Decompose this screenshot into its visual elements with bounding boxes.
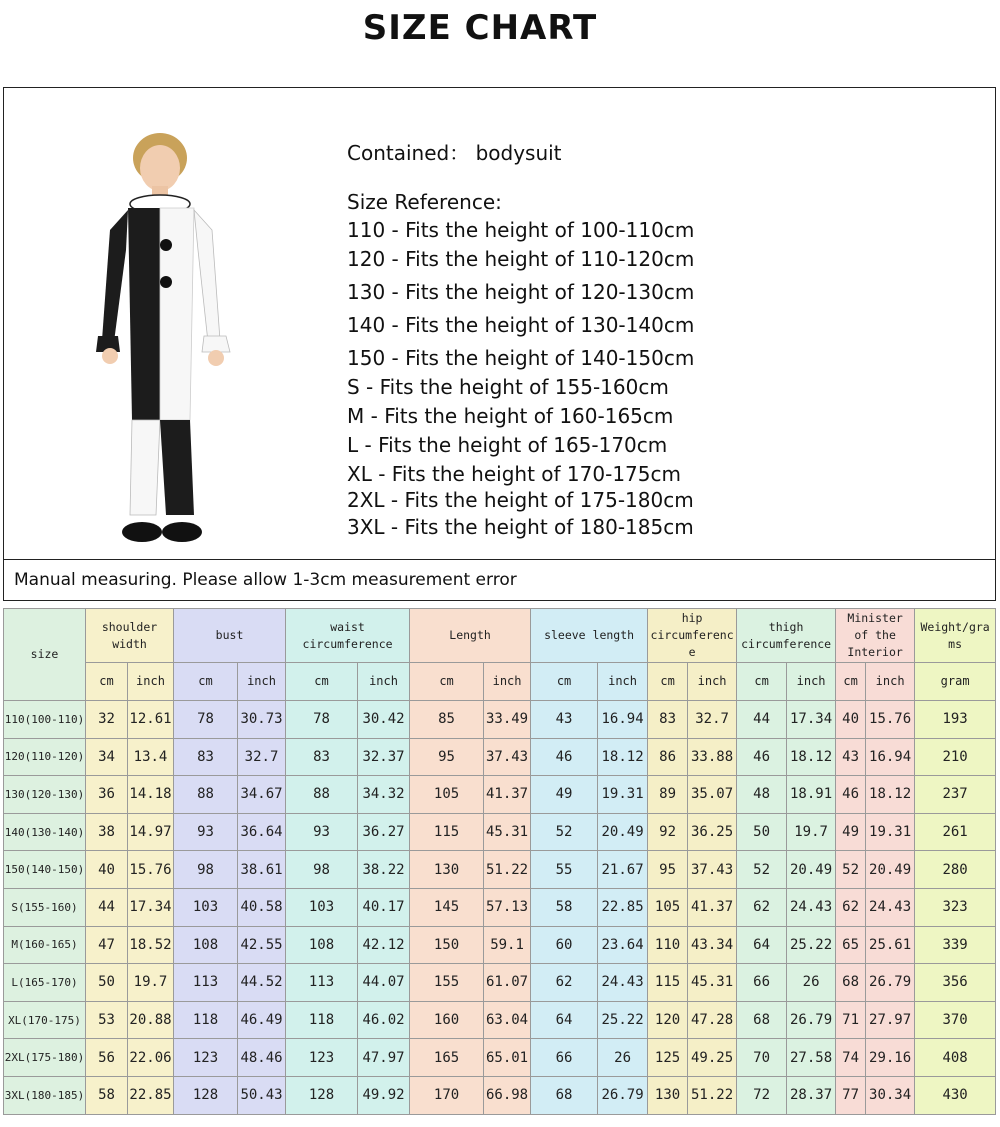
measurement-cell: 44 [737,701,787,739]
product-photo [70,120,270,560]
size-table-body [4,701,996,1115]
measurement-cell: 130 [648,1076,688,1114]
size-reference-title: Size Reference: [347,190,502,214]
size-reference-line: 140 - Fits the height of 130-140cm [347,313,695,337]
measurement-cell: 98 [174,851,238,889]
size-label-cell: 120(110-120) [4,738,86,776]
size-table-head [4,609,996,701]
measurement-cell: 61.07 [484,964,531,1002]
measurement-cell: 26 [787,964,836,1002]
size-reference-line: 3XL - Fits the height of 180-185cm [347,515,694,539]
unit-cm: cm [531,663,598,701]
measurement-cell: 210 [915,738,996,776]
measurement-cell: 52 [836,851,866,889]
measurement-cell: 30.42 [358,701,410,739]
page-title: SIZE CHART [362,8,598,48]
measurement-cell: 47.28 [688,1001,737,1039]
measurement-cell: 34 [86,738,128,776]
measurement-cell: 41.37 [484,776,531,814]
measurement-cell: 66 [531,1039,598,1077]
size-label-cell: 150(140-150) [4,851,86,889]
measurement-cell: 32.37 [358,738,410,776]
measurement-cell: 45.31 [688,964,737,1002]
measurement-cell: 26.79 [598,1076,648,1114]
measurement-cell: 83 [174,738,238,776]
unit-inch: inch [866,663,915,701]
measurement-cell: 115 [648,964,688,1002]
measurement-cell: 24.43 [787,888,836,926]
measurement-cell: 74 [836,1039,866,1077]
measurement-cell: 71 [836,1001,866,1039]
measurement-cell: 33.88 [688,738,737,776]
measurement-cell: 145 [410,888,484,926]
measurement-cell: 43.34 [688,926,737,964]
measurement-cell: 60 [531,926,598,964]
measurement-cell: 55 [531,851,598,889]
unit-cm: cm [174,663,238,701]
measurement-cell: 18.12 [866,776,915,814]
measurement-cell: 56 [86,1039,128,1077]
header-hip-circumference: hip circumferenc e [648,609,737,663]
measurement-cell: 24.43 [598,964,648,1002]
measurement-cell: 42.12 [358,926,410,964]
measurement-cell: 18.91 [787,776,836,814]
measurement-cell: 66 [737,964,787,1002]
measurement-cell: 356 [915,964,996,1002]
measurement-cell: 68 [836,964,866,1002]
size-reference-line: L - Fits the height of 165-170cm [347,433,668,457]
measurement-cell: 78 [174,701,238,739]
measurement-cell: 88 [286,776,358,814]
measurement-cell: 51.22 [688,1076,737,1114]
measurement-cell: 113 [174,964,238,1002]
measurement-cell: 49.92 [358,1076,410,1114]
measurement-cell: 47.97 [358,1039,410,1077]
measurement-cell: 19.7 [787,813,836,851]
measurement-cell: 68 [737,1001,787,1039]
header-length: Length [410,609,531,663]
measurement-cell: 88 [174,776,238,814]
measurement-cell: 160 [410,1001,484,1039]
table-row [4,738,996,776]
size-label-cell: 140(130-140) [4,813,86,851]
measurement-cell: 108 [174,926,238,964]
measurement-cell: 30.73 [238,701,286,739]
contained-text: Contained： bodysuit [347,141,562,165]
size-reference-line: S - Fits the height of 155-160cm [347,375,669,399]
measurement-cell: 14.18 [128,776,174,814]
size-label-cell: 110(100-110) [4,701,86,739]
header-waist-circumference: waist circumference [286,609,410,663]
measurement-cell: 32 [86,701,128,739]
unit-cm: cm [737,663,787,701]
measurement-cell: 50.43 [238,1076,286,1114]
measurement-cell: 27.97 [866,1001,915,1039]
measurement-cell: 52 [737,851,787,889]
measurement-cell: 46.49 [238,1001,286,1039]
table-row [4,926,996,964]
size-table [3,608,996,1115]
measurement-cell: 72 [737,1076,787,1114]
size-header: size [4,609,86,701]
measurement-cell: 38.22 [358,851,410,889]
measurement-cell: 40 [86,851,128,889]
measurement-cell: 20.49 [598,813,648,851]
measurement-cell: 37.43 [484,738,531,776]
measurement-cell: 58 [86,1076,128,1114]
measurement-cell: 92 [648,813,688,851]
size-label-cell: 130(120-130) [4,776,86,814]
measurement-cell: 103 [286,888,358,926]
measurement-cell: 89 [648,776,688,814]
measurement-cell: 83 [286,738,358,776]
measurement-cell: 40.17 [358,888,410,926]
measurement-cell: 51.22 [484,851,531,889]
measurement-cell: 49.25 [688,1039,737,1077]
unit-gram: gram [915,663,996,701]
table-row [4,1001,996,1039]
measurement-cell: 47 [86,926,128,964]
size-reference-line: 150 - Fits the height of 140-150cm [347,346,695,370]
measurement-cell: 70 [737,1039,787,1077]
size-label-cell: L(165-170) [4,964,86,1002]
measurement-cell: 123 [286,1039,358,1077]
measurement-cell: 25.61 [866,926,915,964]
measurement-cell: 165 [410,1039,484,1077]
unit-cm: cm [410,663,484,701]
unit-inch: inch [238,663,286,701]
measurement-cell: 339 [915,926,996,964]
measurement-cell: 49 [531,776,598,814]
measurement-cell: 34.32 [358,776,410,814]
table-row [4,813,996,851]
measurement-cell: 408 [915,1039,996,1077]
measurement-cell: 25.22 [787,926,836,964]
measurement-cell: 46 [836,776,866,814]
size-reference-line: M - Fits the height of 160-165cm [347,404,674,428]
measurement-cell: 44.07 [358,964,410,1002]
measurement-cell: 65.01 [484,1039,531,1077]
measurement-cell: 38 [86,813,128,851]
measurement-cell: 12.61 [128,701,174,739]
measurement-cell: 53 [86,1001,128,1039]
measurement-cell: 65 [836,926,866,964]
size-label-cell: M(160-165) [4,926,86,964]
measurement-cell: 62 [737,888,787,926]
measurement-cell: 15.76 [866,701,915,739]
measurement-cell: 63.04 [484,1001,531,1039]
measurement-cell: 26.79 [787,1001,836,1039]
measurement-cell: 40.58 [238,888,286,926]
measurement-cell: 86 [648,738,688,776]
unit-inch: inch [598,663,648,701]
measurement-cell: 34.67 [238,776,286,814]
measurement-cell: 261 [915,813,996,851]
measurement-cell: 42.55 [238,926,286,964]
measurement-cell: 20.49 [866,851,915,889]
header-thigh-circumference: thigh circumference [737,609,836,663]
unit-cm: cm [86,663,128,701]
measurement-cell: 16.94 [866,738,915,776]
measurement-cell: 123 [174,1039,238,1077]
measurement-cell: 108 [286,926,358,964]
measurement-cell: 36 [86,776,128,814]
table-row [4,1039,996,1077]
measurement-cell: 105 [410,776,484,814]
measurement-cell: 14.97 [128,813,174,851]
size-reference-line: XL - Fits the height of 170-175cm [347,462,681,486]
unit-inch: inch [688,663,737,701]
measurement-cell: 150 [410,926,484,964]
size-reference-line: 130 - Fits the height of 120-130cm [347,280,695,304]
measurement-cell: 118 [286,1001,358,1039]
measurement-cell: 24.43 [866,888,915,926]
measurement-cell: 18.12 [787,738,836,776]
measurement-cell: 45.31 [484,813,531,851]
header-weight-grams: Weight/gra ms [915,609,996,663]
measurement-cell: 64 [737,926,787,964]
measurement-cell: 93 [286,813,358,851]
measurement-cell: 13.4 [128,738,174,776]
measurement-cell: 58 [531,888,598,926]
measurement-cell: 19.31 [598,776,648,814]
unit-inch: inch [358,663,410,701]
table-row [4,776,996,814]
measurement-cell: 59.1 [484,926,531,964]
table-row [4,851,996,889]
measurement-cell: 36.27 [358,813,410,851]
measurement-cell: 16.94 [598,701,648,739]
measurement-cell: 115 [410,813,484,851]
measurement-cell: 27.58 [787,1039,836,1077]
measurement-cell: 93 [174,813,238,851]
measurement-cell: 36.64 [238,813,286,851]
measurement-cell: 50 [737,813,787,851]
measurement-cell: 64 [531,1001,598,1039]
measurement-cell: 103 [174,888,238,926]
measurement-cell: 17.34 [128,888,174,926]
measurement-cell: 44.52 [238,964,286,1002]
size-label-cell: XL(170-175) [4,1001,86,1039]
size-reference-line: 2XL - Fits the height of 175-180cm [347,488,694,512]
header-sleeve-length: sleeve length [531,609,648,663]
measurement-cell: 22.85 [598,888,648,926]
measurement-cell: 118 [174,1001,238,1039]
measurement-cell: 22.06 [128,1039,174,1077]
group-header-row [4,609,996,663]
measurement-cell: 323 [915,888,996,926]
measurement-cell: 35.07 [688,776,737,814]
measurement-cell: 370 [915,1001,996,1039]
measurement-cell: 46 [737,738,787,776]
measurement-cell: 430 [915,1076,996,1114]
measurement-cell: 44 [86,888,128,926]
measurement-cell: 113 [286,964,358,1002]
table-row [4,964,996,1002]
measurement-cell: 32.7 [688,701,737,739]
table-row [4,701,996,739]
measurement-cell: 46 [531,738,598,776]
measurement-cell: 30.34 [866,1076,915,1114]
measurement-cell: 193 [915,701,996,739]
measurement-cell: 98 [286,851,358,889]
measurement-cell: 22.85 [128,1076,174,1114]
unit-inch: inch [128,663,174,701]
table-row [4,888,996,926]
measurement-cell: 77 [836,1076,866,1114]
size-label-cell: 2XL(175-180) [4,1039,86,1077]
measurement-cell: 15.76 [128,851,174,889]
measurement-cell: 48 [737,776,787,814]
measurement-cell: 52 [531,813,598,851]
measurement-cell: 21.67 [598,851,648,889]
measurement-cell: 36.25 [688,813,737,851]
measurement-cell: 41.37 [688,888,737,926]
measurement-cell: 17.34 [787,701,836,739]
measurement-cell: 29.16 [866,1039,915,1077]
measurement-cell: 62 [836,888,866,926]
measurement-cell: 237 [915,776,996,814]
measurement-cell: 38.61 [238,851,286,889]
size-reference-line: 120 - Fits the height of 110-120cm [347,247,695,271]
measurement-cell: 78 [286,701,358,739]
header-shoulder-width: shoulder width [86,609,174,663]
measurement-cell: 110 [648,926,688,964]
measurement-cell: 130 [410,851,484,889]
measurement-cell: 128 [174,1076,238,1114]
measurement-cell: 43 [836,738,866,776]
measurement-cell: 95 [410,738,484,776]
measurement-cell: 43 [531,701,598,739]
size-label-cell: S(155-160) [4,888,86,926]
measurement-cell: 57.13 [484,888,531,926]
measurement-cell: 95 [648,851,688,889]
unit-header-row [4,663,996,701]
measurement-cell: 83 [648,701,688,739]
measurement-cell: 19.31 [866,813,915,851]
measurement-cell: 48.46 [238,1039,286,1077]
measurement-cell: 19.7 [128,964,174,1002]
measurement-cell: 18.12 [598,738,648,776]
measurement-cell: 23.64 [598,926,648,964]
measurement-cell: 20.88 [128,1001,174,1039]
unit-cm: cm [836,663,866,701]
measurement-cell: 33.49 [484,701,531,739]
header-bust: bust [174,609,286,663]
size-reference-line: 110 - Fits the height of 100-110cm [347,218,695,242]
measurement-cell: 26.79 [866,964,915,1002]
unit-inch: inch [787,663,836,701]
measurement-cell: 40 [836,701,866,739]
header-minister-of-the-interior: Minister of the Interior [836,609,915,663]
measurement-cell: 128 [286,1076,358,1114]
measurement-cell: 170 [410,1076,484,1114]
measurement-cell: 49 [836,813,866,851]
measurement-cell: 26 [598,1039,648,1077]
measurement-cell: 66.98 [484,1076,531,1114]
measurement-cell: 25.22 [598,1001,648,1039]
measurement-cell: 105 [648,888,688,926]
measurement-cell: 68 [531,1076,598,1114]
measurement-cell: 155 [410,964,484,1002]
size-label-cell: 3XL(180-185) [4,1076,86,1114]
measurement-cell: 50 [86,964,128,1002]
unit-inch: inch [484,663,531,701]
measurement-cell: 46.02 [358,1001,410,1039]
measurement-cell: 37.43 [688,851,737,889]
measurement-cell: 20.49 [787,851,836,889]
measurement-cell: 85 [410,701,484,739]
unit-cm: cm [648,663,688,701]
table-row [4,1076,996,1114]
measurement-cell: 280 [915,851,996,889]
unit-cm: cm [286,663,358,701]
measurement-cell: 18.52 [128,926,174,964]
measurement-note: Manual measuring. Please allow 1-3cm measurement error [14,570,517,590]
measurement-cell: 120 [648,1001,688,1039]
measurement-cell: 62 [531,964,598,1002]
measurement-cell: 32.7 [238,738,286,776]
measurement-cell: 125 [648,1039,688,1077]
measurement-cell: 28.37 [787,1076,836,1114]
